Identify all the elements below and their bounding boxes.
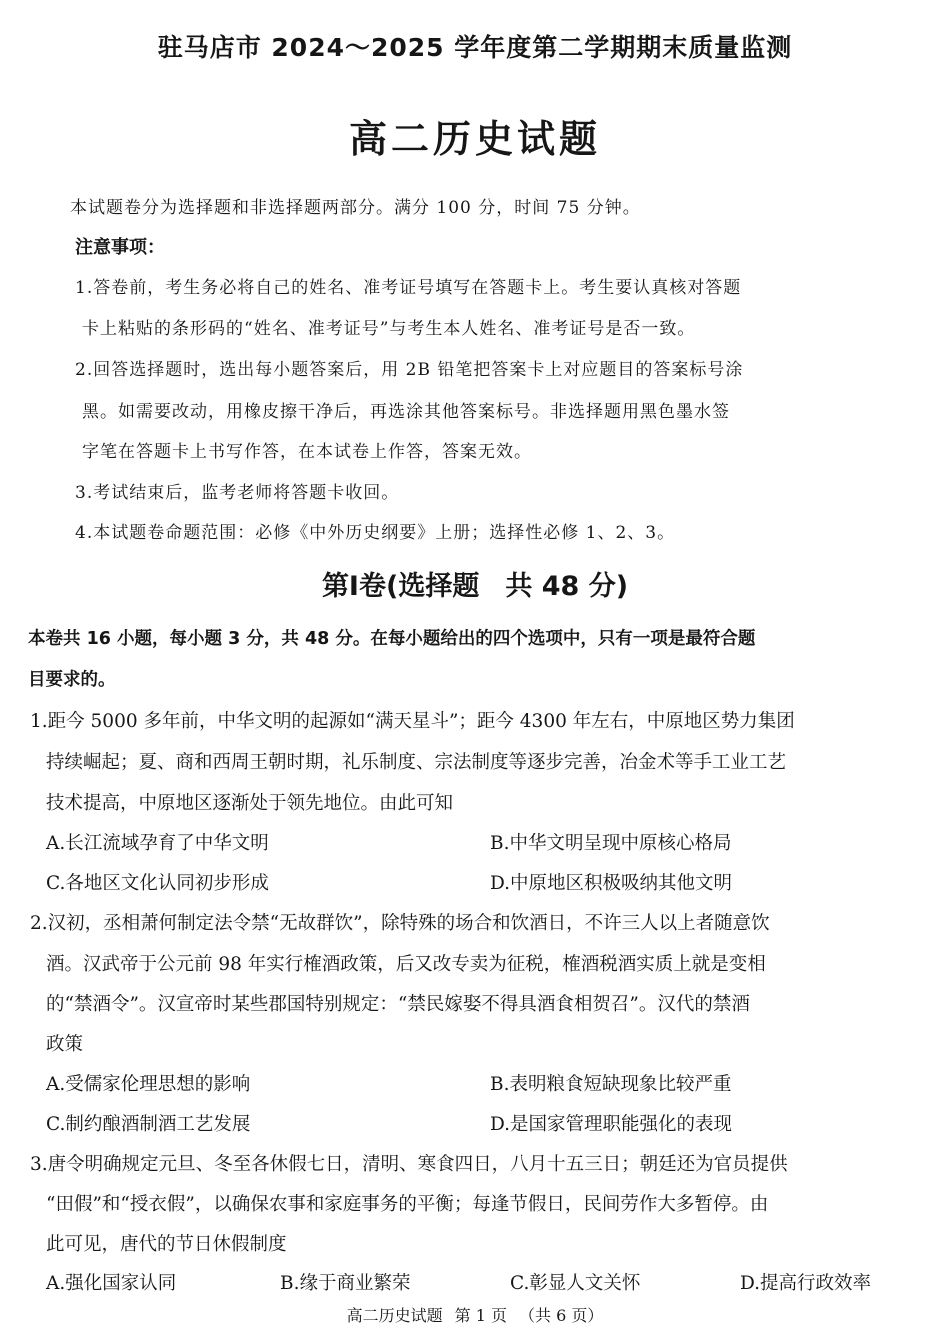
subject-title: 高二历史试题 [348,117,601,161]
notice-item-3: 3.考试结束后，监考老师将答题卡收回。 [75,483,400,503]
question-2-stem-line-1: 2.汉初，丞相萧何制定法令禁“无故群饮”，除特殊的场合和饮酒日，不许三人以上者随意饮 [30,913,770,934]
footer-total-pages: （共 6 页） [519,1306,604,1325]
question-3-stem-line-3: 此可见，唐代的节日休假制度 [46,1234,287,1255]
notice-heading: 注意事项： [75,237,165,258]
question-1-option-c[interactable]: C.各地区文化认同初步形成 [46,873,269,894]
question-3-option-d[interactable]: D.提高行政效率 [740,1273,872,1294]
footer-page-number: 第 1 页 [454,1306,507,1325]
question-1-option-a[interactable]: A.长江流域孕育了中华文明 [46,833,269,854]
question-2-stem-line-3: 的“禁酒令”。汉宣帝时某些郡国特别规定：“禁民嫁娶不得具酒食相贺召”。汉代的禁酒 [46,994,750,1015]
notice-item-2-line-2: 黑。如需要改动，用橡皮擦干净后，再选涂其他答案标号。非选择题用黑色墨水签 [82,402,730,422]
footer-subject: 高二历史试题 [346,1306,443,1325]
intro-text: 本试题卷分为选择题和非选择题两部分。满分 100 分，时间 75 分钟。 [70,198,641,218]
exam-title: 驻马店市 2024～2025 学年度第二学期期末质量监测 [157,33,793,62]
question-3-stem-line-1: 3.唐令明确规定元旦、冬至各休假七日，清明、寒食四日，八月十五三日；朝廷还为官员提供 [30,1154,788,1175]
notice-item-2-line-3: 字笔在答题卡上书写作答，在本试卷上作答，答案无效。 [82,442,532,462]
question-2-option-d[interactable]: D.是国家管理职能强化的表现 [490,1114,733,1135]
page-footer [0,1303,950,1326]
question-3-option-b[interactable]: B.缘于商业繁荣 [280,1273,411,1294]
section-title-part-2: 共 48 分) [505,571,629,602]
section-instructions-line-1: 本卷共 16 小题，每小题 3 分，共 48 分。在每小题给出的四个选项中，只有一项是最符合题 [28,629,756,649]
question-2-option-a[interactable]: A.受儒家伦理思想的影响 [46,1074,251,1095]
question-2-option-c[interactable]: C.制约酿酒制酒工艺发展 [46,1114,251,1135]
notice-item-1-line-1: 1.答卷前，考生务必将自己的姓名、准考证号填写在答题卡上。考生要认真核对答题 [75,278,742,298]
notice-item-2-line-1: 2.回答选择题时，选出每小题答案后，用 2B 铅笔把答案卡上对应题目的答案标号涂 [75,360,744,380]
section-title-part-1: 第Ⅰ卷(选择题 [321,571,480,602]
question-3-option-c[interactable]: C.彰显人文关怀 [510,1273,641,1294]
question-1-stem-line-1: 1.距今 5000 多年前，中华文明的起源如“满天星斗”；距今 4300 年左右，中原地区势力集团 [30,711,795,732]
question-1-option-d[interactable]: D.中原地区积极吸纳其他文明 [490,873,733,894]
notice-item-1-line-2: 卡上粘贴的条形码的“姓名、准考证号”与考生本人姓名、准考证号是否一致。 [82,319,696,339]
question-2-stem-line-4: 政策 [46,1034,84,1055]
section-title [0,564,950,603]
question-1-stem-line-2: 持续崛起；夏、商和西周王朝时期，礼乐制度、宗法制度等逐步完善，冶金术等手工业工艺 [46,752,787,773]
question-2-option-b[interactable]: B.表明粮食短缺现象比较严重 [490,1074,732,1095]
question-3-option-a[interactable]: A.强化国家认同 [46,1273,177,1294]
section-instructions-line-2: 目要求的。 [28,670,116,690]
notice-item-4: 4.本试题卷命题范围：必修《中外历史纲要》上册；选择性必修 1、2、3。 [75,523,676,543]
question-2-stem-line-2: 酒。汉武帝于公元前 98 年实行榷酒政策，后又改专卖为征税，榷酒税酒实质上就是变相 [46,954,766,975]
question-3-stem-line-2: “田假”和“授衣假”，以确保农事和家庭事务的平衡；每逢节假日，民间劳作大多暂停。由 [46,1194,769,1215]
question-1-stem-line-3: 技术提高，中原地区逐渐处于领先地位。由此可知 [46,793,454,814]
question-1-option-b[interactable]: B.中华文明呈现中原核心格局 [490,833,732,854]
